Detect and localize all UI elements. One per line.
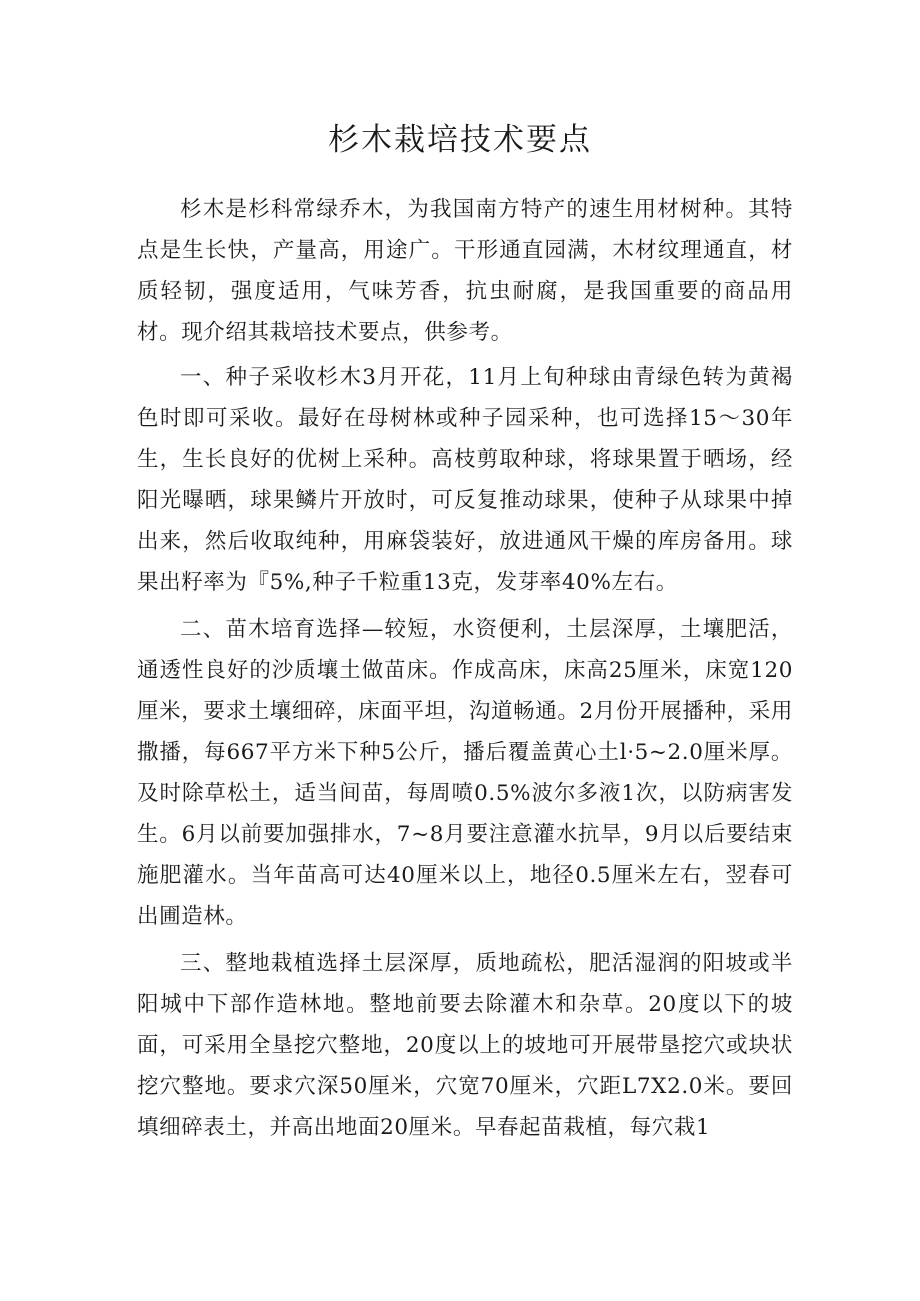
paragraph-site-preparation: 三、整地栽植选择土层深厚，质地疏松，肥活湿润的阳坡或半阳城中下部作造林地。整地前要去除灌木和杂草。20度以下的坡面，可采用全垦挖穴整地，20度以上的坡地可开展带垦挖穴或块状挖穴整地。要求穴深50厘米，穴宽70厘米，穴距L7X2.0米。要回填细碎表土，并高出地面20厘米。早春起苗栽植，每穴栽1 bbox=[137, 951, 793, 1140]
paragraph-seedling-cultivation: 二、苗木培育选择—较短，水资便利，土层深厚，土壤肥活，通透性良好的沙质壤土做苗床。作成高床，床高25厘米，床宽120厘米，要求土壤细碎，床面平坦，沟道畅通。2月份开展播种，采用撒播，每667平方米下种5公斤，播后覆盖黄心土l·5~2.0厘米厚。及时除草松土，适当间苗，每周喷0.5%波尔多液1次，以防病害发生。6月以前要加强排水，7~8月要注意灌水抗旱，9月以后要结束施肥灌水。当年苗高可达40厘米以上，地径0.5厘米左右，翌春可出圃造林。 bbox=[137, 617, 793, 929]
document-title: 杉木栽培技术要点 bbox=[328, 122, 592, 158]
paragraph-intro: 杉木是杉科常绿乔木，为我国南方特产的速生用材树种。其特点是生长快，产量高，用途广。干形通直园满，木材纹理通直，材质轻韧，强度适用，气味芳香，抗虫耐腐，是我国重要的商品用材。现介绍其栽培技术要点，供参考。 bbox=[137, 197, 793, 345]
paragraph-seed-collection: 一、种子采收杉木3月开花，11月上旬种球由青绿色转为黄褐色时即可采收。最好在母树林或种子园采种，也可选择15～30年生，生长良好的优树上采种。高枝剪取种球，将球果置于晒场，经阳光曝晒，球果鳞片开放时，可反复推动球果，使种子从球果中掉出来，然后收取纯种，用麻袋装好，放进通风干燥的库房备用。球果出籽率为『5%,种子千粒重13克，发芽率40%左右。 bbox=[137, 365, 793, 595]
